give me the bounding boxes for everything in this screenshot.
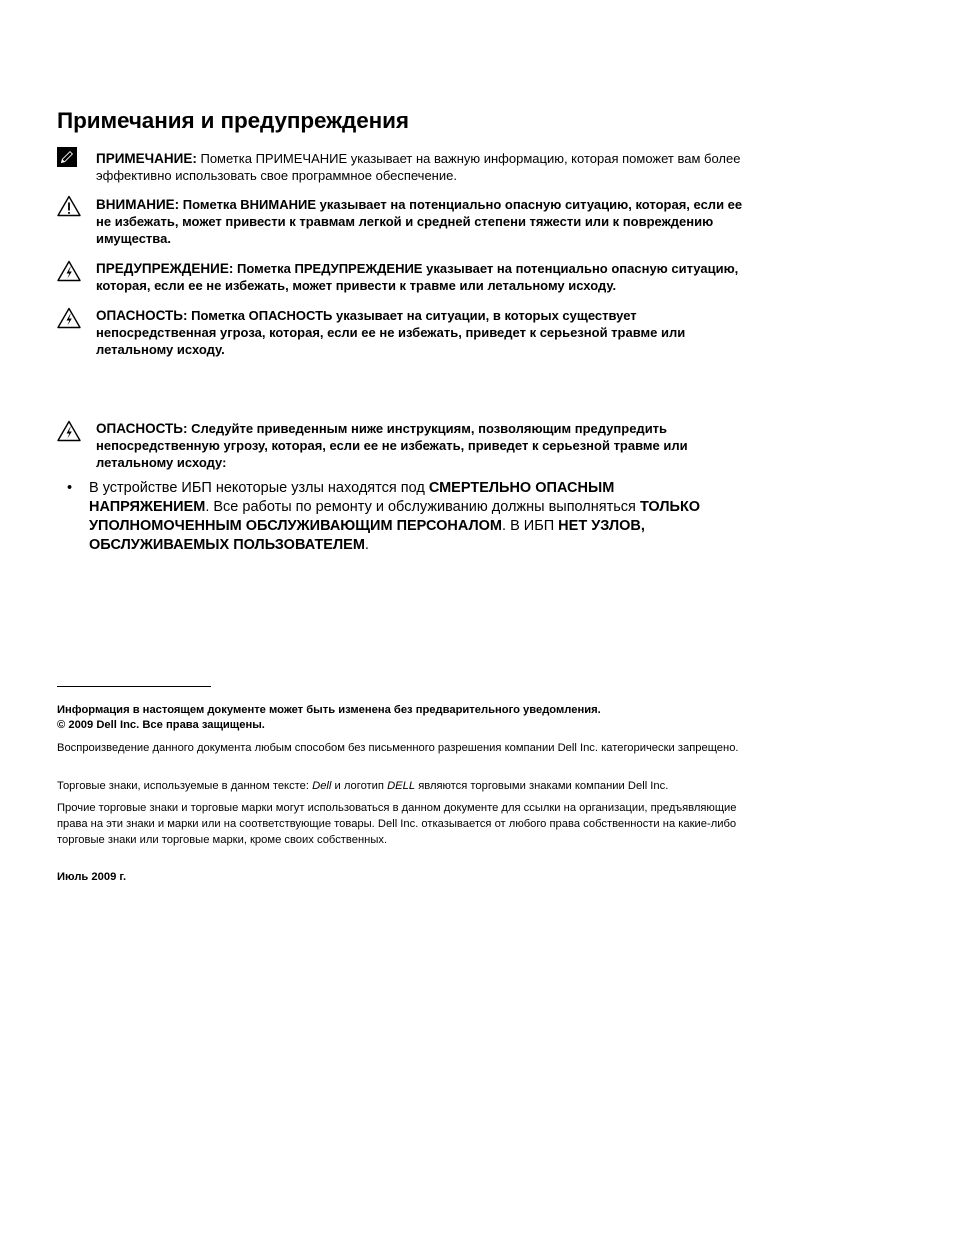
danger-body: Пометка ОПАСНОСТЬ указывает на ситуации, в которых существует непосредственная угроза, которая, если ее не избежать, приведет к серьезной травме или летальному исходу. [96, 308, 686, 357]
copyright-line: © 2009 Dell Inc. Все права защищены. [57, 719, 265, 731]
bullet-part4: . [364, 537, 369, 553]
bullet-marker: • [67, 480, 73, 496]
reproduction-line: Воспроизведение данного документа любым способом без письменного разрешения компании Dell Inc. категорически запрещено. [57, 742, 739, 754]
warning-triangle-icon [57, 195, 81, 217]
trademarks-dell: Dell [312, 780, 332, 792]
bullet-part2: . Все работы по ремонту и обслуживанию должны выполняться [205, 499, 640, 515]
bullet-text [89, 479, 719, 555]
caution-text [96, 196, 756, 247]
danger-text [96, 307, 756, 358]
electric-hazard-triangle-icon [57, 420, 81, 442]
danger-instructions-text [96, 420, 756, 471]
info-line: Информация в настоящем документе может быть изменена без предварительного уведомления. [57, 704, 601, 716]
note-text [96, 150, 756, 184]
bullet-bold1: СМЕРТЕЛЬНО ОПАСНЫМ НАПРЯЖЕНИЕМ [89, 480, 615, 515]
danger-instructions-body: Следуйте приведенным ниже инструкциям, позволяющим предупредить непосредственную угрозу, которая, если ее не избежать, приведет к серьезной травме или летальному исходу: [96, 421, 688, 470]
note-body: Пометка ПРИМЕЧАНИЕ указывает на важную информацию, которая поможет вам более эффективно использовать свое программное обеспечение. [96, 151, 741, 183]
warning-body: Пометка ПРЕДУПРЕЖДЕНИЕ указывает на потенциально опасную ситуацию, которая, если ее не избежать, может привести к травме или летальному исходу. [96, 261, 739, 293]
page-title: Примечания и предупреждения [57, 108, 409, 133]
publication-date: Июль 2009 г. [57, 871, 127, 883]
trademarks-line [57, 778, 757, 794]
bullet-part1: В устройстве ИБП некоторые узлы находятся под [89, 480, 429, 496]
warning-label: ПРЕДУПРЕЖДЕНИЕ: [96, 261, 234, 276]
trademarks-part2: и логотип [331, 780, 388, 792]
bullet-bold3: НЕТ УЗЛОВ, ОБСЛУЖИВАЕМЫХ ПОЛЬЗОВАТЕЛЕМ [89, 518, 645, 553]
caution-label: ВНИМАНИЕ: [96, 197, 180, 212]
footnote-divider [57, 686, 211, 687]
trademarks-part1: Торговые знаки, используемые в данном тексте: [57, 780, 313, 792]
danger-label: ОПАСНОСТЬ: [96, 308, 188, 323]
pencil-note-icon [57, 147, 81, 169]
other-trademarks-line: Прочие торговые знаки и торговые марки могут использоваться в данном документе для ссылки на организации, предъявляющие права на эти знаки и марки или на соответствующие товары. Dell Inc. отказывается от любого права собственности на какие-либо торговые знаки или торговые марки, кроме своих собственных. [57, 802, 737, 846]
note-label: ПРИМЕЧАНИЕ: [96, 151, 197, 166]
caution-body: Пометка ВНИМАНИЕ указывает на потенциально опасную ситуацию, которая, если ее не избежать, может привести к травмам легкой и средней степени тяжести или к повреждению имущества. [96, 197, 743, 246]
electric-hazard-triangle-icon [57, 260, 81, 282]
electric-hazard-triangle-icon [57, 307, 81, 329]
warning-text [96, 260, 756, 294]
bullet-part3: . В ИБП [502, 518, 559, 534]
bullet-bold2: ТОЛЬКО УПОЛНОМОЧЕННЫМ ОБСЛУЖИВАЮЩИМ ПЕРСОНАЛОМ [89, 499, 701, 534]
trademarks-dell-logo: DELL [387, 780, 416, 792]
danger-instructions-label: ОПАСНОСТЬ: [96, 421, 188, 436]
trademarks-part3: являются торговыми знаками компании Dell Inc. [415, 780, 669, 792]
